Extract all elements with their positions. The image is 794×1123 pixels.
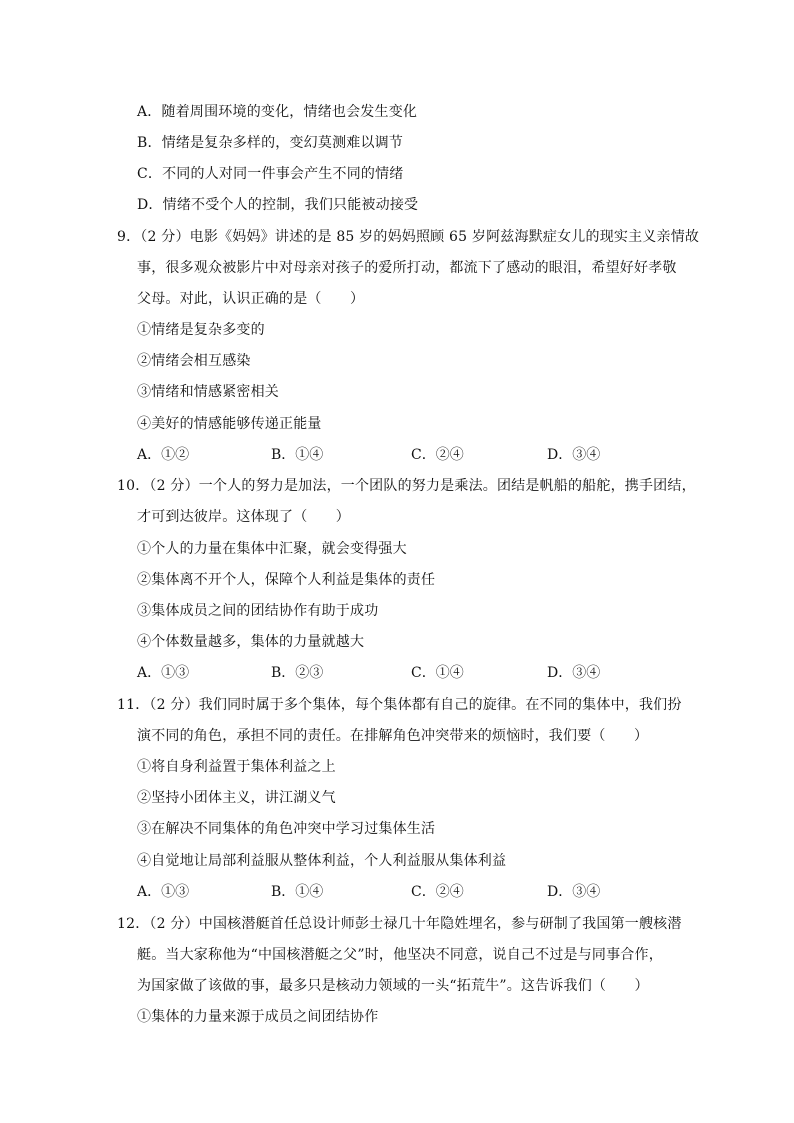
q11-choice-c: C．②④	[411, 884, 464, 900]
q12-stem-line-1: 12．（2 分）中国核潜艇首任总设计师彭士禄几十年隐姓埋名，参与研制了我国第一艘核潜	[117, 916, 682, 932]
q10-statement-1: ①个人的力量在集体中汇聚，就会变得强大	[137, 541, 407, 557]
q10-statement-4: ④个体数量越多，集体的力量就越大	[137, 634, 365, 650]
q11-statement-1: ①将自身利益置于集体利益之上	[137, 759, 336, 775]
q8-option-c: C．不同的人对同一件事会产生不同的情绪	[137, 166, 404, 182]
q10-stem-line-2: 才可到达彼岸。这体现了（ ）	[137, 509, 350, 525]
q11-statement-2: ②坚持小团体主义，讲江湖义气	[137, 790, 336, 806]
q10-choice-a: A．①③	[137, 665, 190, 681]
q10-stem-line-1: 10．（2 分）一个人的努力是加法，一个团队的努力是乘法。团结是帆船的船舵，携手团结，	[117, 478, 696, 494]
q12-stem-line-2: 艇。当大家称他为“中国核潜艇之父”时，他坚决不同意，说自己不过是与同事合作，	[137, 947, 663, 963]
q9-statement-3: ③情绪和情感紧密相关	[137, 384, 279, 400]
q11-statement-4: ④自觉地让局部利益服从整体利益，个人利益服从集体利益	[137, 853, 507, 869]
q12-stem-line-3: 为国家做了该做的事，最多只是核动力领域的一头“拓荒牛”。这告诉我们（ ）	[137, 978, 649, 994]
q9-choice-c: C．②④	[411, 447, 464, 463]
q9-stem-line-3: 父母。对此，认识正确的是（ ）	[137, 291, 365, 307]
q9-choice-b: B．①④	[271, 447, 324, 463]
q10-statement-3: ③集体成员之间的团结协作有助于成功	[137, 603, 379, 619]
q11-stem-line-1: 11．（2 分）我们同时属于多个集体，每个集体都有自己的旋律。在不同的集体中，我们扮	[117, 697, 682, 713]
q8-option-d: D．情绪不受个人的控制，我们只能被动接受	[137, 197, 419, 213]
q8-option-a: A．随着周围环境的变化，情绪也会发生变化	[137, 104, 418, 120]
q11-stem-line-2: 演不同的角色，承担不同的责任。在排解角色冲突带来的烦恼时，我们要（ ）	[137, 728, 649, 744]
q10-choice-d: D．③④	[547, 665, 601, 681]
q9-choice-d: D．③④	[547, 447, 601, 463]
q11-choice-b: B．①④	[271, 884, 324, 900]
q11-choice-d: D．③④	[547, 884, 601, 900]
q9-stem-line-1: 9．（2 分）电影《妈妈》讲述的是 85 岁的妈妈照顾 65 岁阿兹海默症女儿的现实主义亲情故	[117, 229, 700, 245]
q9-statement-1: ①情绪是复杂多变的	[137, 322, 265, 338]
q9-statement-2: ②情绪会相互感染	[137, 353, 251, 369]
q10-statement-2: ②集体离不开个人，保障个人利益是集体的责任	[137, 572, 436, 588]
q11-choice-a: A．①③	[137, 884, 190, 900]
q9-choice-a: A．①②	[137, 447, 190, 463]
q9-statement-4: ④美好的情感能够传递正能量	[137, 416, 322, 432]
q8-option-b: B．情绪是复杂多样的，变幻莫测难以调节	[137, 135, 404, 151]
q10-choice-c: C．①④	[411, 665, 464, 681]
q10-choice-b: B．②③	[271, 665, 324, 681]
q11-statement-3: ③在解决不同集体的角色冲突中学习过集体生活	[137, 821, 436, 837]
q12-statement-1: ①集体的力量来源于成员之间团结协作	[137, 1009, 379, 1025]
q9-stem-line-2: 事，很多观众被影片中对母亲对孩子的爱所打动，都流下了感动的眼泪，希望好好孝敬	[137, 260, 677, 276]
